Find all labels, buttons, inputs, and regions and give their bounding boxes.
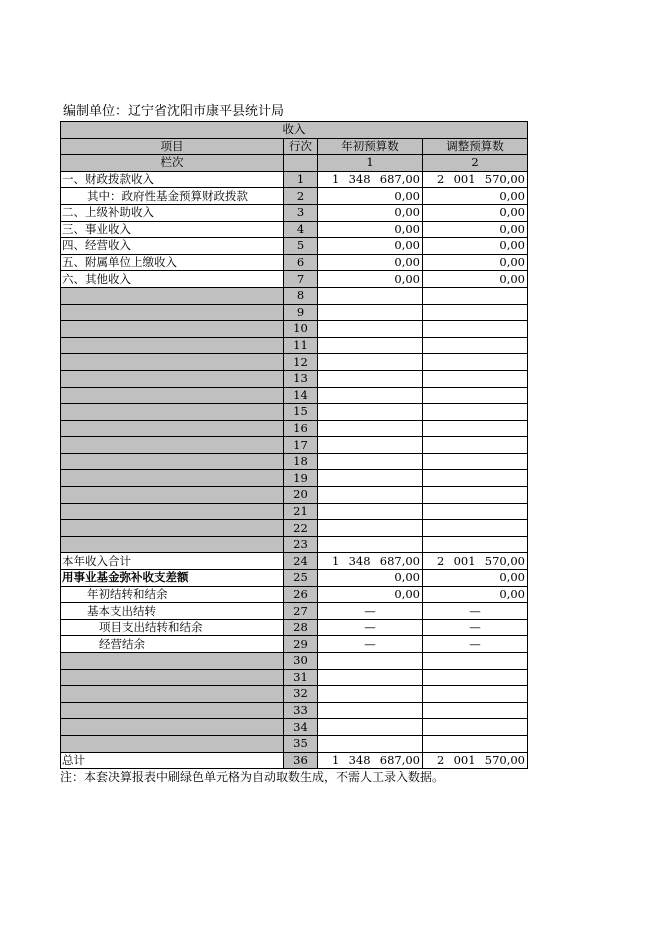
- table-row: [61, 719, 528, 736]
- table-row: [61, 221, 528, 238]
- table-row: [61, 619, 528, 636]
- row-line-number: 26: [284, 586, 318, 603]
- amount-part: 570,00: [484, 752, 525, 767]
- row-adjusted-budget: 0,00: [423, 254, 528, 271]
- row-adjusted-budget: [423, 553, 528, 570]
- row-initial-budget: 0,00: [318, 221, 423, 238]
- row-item: 其中：政府性基金预算财政拨款: [61, 188, 284, 205]
- row-item: [61, 437, 284, 454]
- row-adjusted-budget: [423, 686, 528, 703]
- col-num-2: 2: [423, 155, 528, 172]
- row-item: 项目支出结转和结余: [61, 619, 284, 636]
- row-adjusted-budget: [423, 487, 528, 504]
- row-line-number: 11: [284, 337, 318, 354]
- row-item: [61, 503, 284, 520]
- row-adjusted-budget: [423, 404, 528, 421]
- table-row: [61, 304, 528, 321]
- row-line-number: 33: [284, 702, 318, 719]
- table-row: [61, 636, 528, 653]
- row-initial-budget: [318, 686, 423, 703]
- row-line-number: 15: [284, 404, 318, 421]
- row-adjusted-budget: —: [423, 619, 528, 636]
- table-row: [61, 570, 528, 587]
- row-item: [61, 520, 284, 537]
- table-row: [61, 287, 528, 304]
- row-initial-budget: [318, 653, 423, 670]
- table-row: [61, 387, 528, 404]
- row-line-number: 7: [284, 271, 318, 288]
- row-item: 经营结余: [61, 636, 284, 653]
- row-initial-budget: —: [318, 636, 423, 653]
- row-initial-budget: [318, 387, 423, 404]
- table-row: [61, 669, 528, 686]
- table-row: [61, 752, 528, 769]
- row-line-number: 10: [284, 321, 318, 338]
- row-initial-budget: [318, 669, 423, 686]
- row-line-number: 12: [284, 354, 318, 371]
- table-row: [61, 337, 528, 354]
- amount-part: 570,00: [484, 553, 525, 568]
- table-row: [61, 536, 528, 553]
- row-initial-budget: [318, 719, 423, 736]
- amount-part: 2: [437, 172, 445, 187]
- table-header-row: [61, 138, 528, 155]
- row-initial-budget: [318, 536, 423, 553]
- row-item: [61, 470, 284, 487]
- row-item: [61, 487, 284, 504]
- table-row: [61, 686, 528, 703]
- row-line-number: 17: [284, 437, 318, 454]
- row-adjusted-budget: 0,00: [423, 221, 528, 238]
- row-line-number: 13: [284, 370, 318, 387]
- row-initial-budget: [318, 752, 423, 769]
- row-adjusted-budget: 0,00: [423, 271, 528, 288]
- row-initial-budget: [318, 702, 423, 719]
- amount-part: 687,00: [379, 752, 420, 767]
- row-initial-budget: [318, 370, 423, 387]
- row-initial-budget: [318, 420, 423, 437]
- amount-part: 1: [332, 553, 340, 568]
- row-line-number: 19: [284, 470, 318, 487]
- row-initial-budget: 0,00: [318, 271, 423, 288]
- row-line-number: 30: [284, 653, 318, 670]
- row-initial-budget: [318, 404, 423, 421]
- table-row: [61, 321, 528, 338]
- row-initial-budget: [318, 553, 423, 570]
- table-row: [61, 453, 528, 470]
- table-header-row: [61, 122, 528, 139]
- row-item: 本年收入合计: [61, 553, 284, 570]
- row-item: [61, 404, 284, 421]
- amount-part: 348: [348, 172, 371, 187]
- row-adjusted-budget: 0,00: [423, 204, 528, 221]
- table-row: [61, 586, 528, 603]
- row-item: [61, 420, 284, 437]
- row-item: [61, 453, 284, 470]
- row-item: [61, 686, 284, 703]
- row-adjusted-budget: [423, 287, 528, 304]
- row-item: [61, 321, 284, 338]
- row-adjusted-budget: [423, 752, 528, 769]
- row-adjusted-budget: [423, 520, 528, 537]
- row-item: 五、附属单位上缴收入: [61, 254, 284, 271]
- row-line-number: 23: [284, 536, 318, 553]
- table-row: [61, 354, 528, 371]
- row-line-number: 34: [284, 719, 318, 736]
- row-item: [61, 304, 284, 321]
- row-initial-budget: [318, 487, 423, 504]
- table-row: [61, 404, 528, 421]
- row-line-number: 24: [284, 553, 318, 570]
- row-initial-budget: [318, 354, 423, 371]
- table-header-row: [61, 155, 528, 172]
- row-item: [61, 719, 284, 736]
- table-row: [61, 735, 528, 752]
- amount-part: 1: [332, 172, 340, 187]
- row-adjusted-budget: 0,00: [423, 188, 528, 205]
- row-item: 用事业基金弥补收支差额: [61, 570, 284, 587]
- row-initial-budget: [318, 287, 423, 304]
- row-line-number: 28: [284, 619, 318, 636]
- reporting-unit: 编制单位：辽宁省沈阳市康平县统计局: [63, 104, 285, 119]
- row-line-number: 22: [284, 520, 318, 537]
- row-initial-budget: 0,00: [318, 254, 423, 271]
- col-adjusted-header: 调整预算数: [423, 138, 528, 155]
- table-row: [61, 188, 528, 205]
- col-label-row: 栏次: [61, 155, 284, 172]
- row-line-number: 3: [284, 204, 318, 221]
- row-line-number: 5: [284, 238, 318, 255]
- row-line-number: 36: [284, 752, 318, 769]
- row-adjusted-budget: [423, 437, 528, 454]
- table-row: [61, 603, 528, 620]
- amount-part: 1: [332, 752, 340, 767]
- table-row: [61, 553, 528, 570]
- row-line-number: 8: [284, 287, 318, 304]
- row-item: 六、其他收入: [61, 271, 284, 288]
- row-initial-budget: [318, 337, 423, 354]
- table-row: [61, 238, 528, 255]
- row-item: [61, 653, 284, 670]
- row-adjusted-budget: [423, 337, 528, 354]
- table-row: [61, 702, 528, 719]
- row-line-number: 9: [284, 304, 318, 321]
- row-initial-budget: [318, 503, 423, 520]
- row-adjusted-budget: [423, 354, 528, 371]
- table-row: [61, 370, 528, 387]
- budget-revenue-table: [60, 121, 528, 769]
- row-item: [61, 337, 284, 354]
- row-item: [61, 354, 284, 371]
- row-item: [61, 702, 284, 719]
- row-adjusted-budget: 0,00: [423, 570, 528, 587]
- row-adjusted-budget: [423, 719, 528, 736]
- col-label-blank: [284, 155, 318, 172]
- row-initial-budget: 0,00: [318, 586, 423, 603]
- table-row: [61, 437, 528, 454]
- group-header: 收入: [61, 122, 528, 139]
- row-adjusted-budget: [423, 453, 528, 470]
- row-line-number: 6: [284, 254, 318, 271]
- row-adjusted-budget: [423, 304, 528, 321]
- footnote: 注：本套决算报表中刷绿色单元格为自动取数生成，不需人工录入数据。: [60, 770, 445, 784]
- table-body: [61, 171, 528, 768]
- row-initial-budget: [318, 437, 423, 454]
- row-adjusted-budget: 0,00: [423, 238, 528, 255]
- row-adjusted-budget: —: [423, 603, 528, 620]
- row-item: [61, 287, 284, 304]
- table-row: [61, 420, 528, 437]
- row-initial-budget: 0,00: [318, 204, 423, 221]
- row-line-number: 27: [284, 603, 318, 620]
- row-adjusted-budget: [423, 653, 528, 670]
- row-line-number: 29: [284, 636, 318, 653]
- row-initial-budget: [318, 321, 423, 338]
- row-adjusted-budget: [423, 470, 528, 487]
- row-initial-budget: [318, 453, 423, 470]
- amount-part: 348: [348, 553, 371, 568]
- amount-part: 570,00: [484, 172, 525, 187]
- row-line-number: 1: [284, 171, 318, 188]
- row-line-number: 4: [284, 221, 318, 238]
- row-item: 一、财政拨款收入: [61, 171, 284, 188]
- table-row: [61, 470, 528, 487]
- table-row: [61, 204, 528, 221]
- row-adjusted-budget: [423, 321, 528, 338]
- row-line-number: 35: [284, 735, 318, 752]
- row-initial-budget: 0,00: [318, 238, 423, 255]
- row-item: [61, 669, 284, 686]
- row-initial-budget: [318, 470, 423, 487]
- col-num-1: 1: [318, 155, 423, 172]
- table-row: [61, 520, 528, 537]
- row-item: 总计: [61, 752, 284, 769]
- amount-part: 001: [453, 553, 476, 568]
- amount-part: 687,00: [379, 172, 420, 187]
- row-line-number: 21: [284, 503, 318, 520]
- row-adjusted-budget: [423, 536, 528, 553]
- row-item: 三、事业收入: [61, 221, 284, 238]
- row-item: [61, 370, 284, 387]
- row-adjusted-budget: [423, 171, 528, 188]
- row-adjusted-budget: —: [423, 636, 528, 653]
- col-line-header: 行次: [284, 138, 318, 155]
- row-item: 年初结转和结余: [61, 586, 284, 603]
- row-initial-budget: —: [318, 619, 423, 636]
- row-line-number: 18: [284, 453, 318, 470]
- col-initial-header: 年初预算数: [318, 138, 423, 155]
- row-adjusted-budget: [423, 503, 528, 520]
- row-initial-budget: [318, 171, 423, 188]
- table-row: [61, 171, 528, 188]
- row-item: [61, 735, 284, 752]
- row-adjusted-budget: [423, 702, 528, 719]
- row-adjusted-budget: [423, 735, 528, 752]
- row-initial-budget: [318, 520, 423, 537]
- row-initial-budget: [318, 304, 423, 321]
- row-adjusted-budget: [423, 669, 528, 686]
- row-line-number: 31: [284, 669, 318, 686]
- table-row: [61, 503, 528, 520]
- row-item: 基本支出结转: [61, 603, 284, 620]
- row-line-number: 14: [284, 387, 318, 404]
- table-row: [61, 653, 528, 670]
- table-row: [61, 487, 528, 504]
- row-item: 四、经营收入: [61, 238, 284, 255]
- row-item: [61, 387, 284, 404]
- row-adjusted-budget: [423, 370, 528, 387]
- row-adjusted-budget: 0,00: [423, 586, 528, 603]
- row-line-number: 32: [284, 686, 318, 703]
- row-initial-budget: 0,00: [318, 570, 423, 587]
- row-line-number: 16: [284, 420, 318, 437]
- amount-part: 348: [348, 752, 371, 767]
- row-initial-budget: [318, 735, 423, 752]
- row-line-number: 20: [284, 487, 318, 504]
- row-line-number: 2: [284, 188, 318, 205]
- amount-part: 687,00: [379, 553, 420, 568]
- row-initial-budget: 0,00: [318, 188, 423, 205]
- amount-part: 2: [437, 752, 445, 767]
- row-adjusted-budget: [423, 387, 528, 404]
- amount-part: 2: [437, 553, 445, 568]
- amount-part: 001: [453, 752, 476, 767]
- row-initial-budget: —: [318, 603, 423, 620]
- row-item: 二、上级补助收入: [61, 204, 284, 221]
- row-adjusted-budget: [423, 420, 528, 437]
- table-row: [61, 271, 528, 288]
- row-line-number: 25: [284, 570, 318, 587]
- amount-part: 001: [453, 172, 476, 187]
- table-row: [61, 254, 528, 271]
- col-item-header: 项目: [61, 138, 284, 155]
- row-item: [61, 536, 284, 553]
